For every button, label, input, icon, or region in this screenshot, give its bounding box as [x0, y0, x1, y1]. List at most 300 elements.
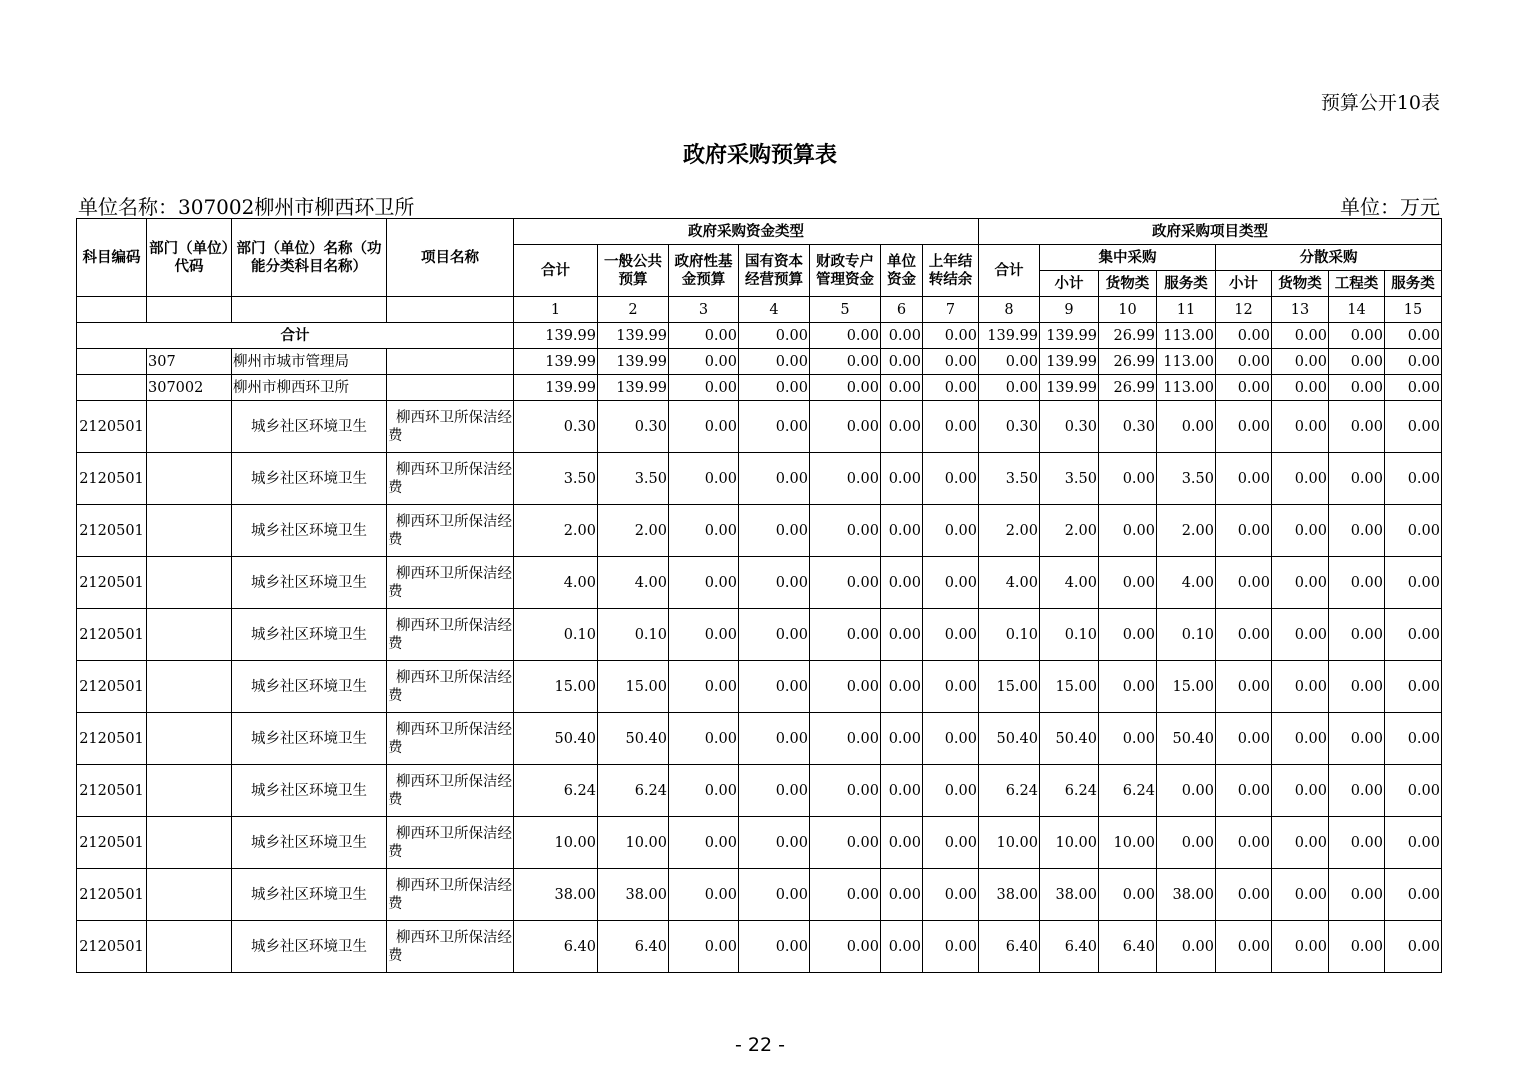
value-cell: 0.00	[1272, 323, 1329, 349]
value-cell: 0.00	[1272, 375, 1329, 401]
value-cell: 0.30	[1099, 401, 1157, 453]
function-name-cell: 城乡社区环境卫生	[232, 661, 387, 713]
project-name-cell: 柳西环卫所保洁经费	[387, 765, 514, 817]
project-name-cell	[387, 349, 514, 375]
value-cell: 0.00	[923, 713, 979, 765]
value-cell: 0.00	[810, 401, 881, 453]
dept-code-cell	[147, 869, 232, 921]
dept-name-cell: 柳州市柳西环卫所	[232, 375, 387, 401]
value-cell: 0.00	[669, 713, 739, 765]
value-cell: 0.00	[1272, 609, 1329, 661]
value-cell: 113.00	[1157, 375, 1216, 401]
value-cell: 6.40	[598, 921, 669, 973]
value-cell: 0.00	[1216, 817, 1272, 869]
value-cell: 38.00	[598, 869, 669, 921]
value-cell: 0.00	[739, 609, 810, 661]
value-cell: 26.99	[1099, 349, 1157, 375]
value-cell: 0.00	[1272, 817, 1329, 869]
value-cell: 139.99	[514, 349, 598, 375]
value-cell: 0.00	[923, 349, 979, 375]
value-cell: 0.00	[810, 765, 881, 817]
value-cell: 3.50	[979, 453, 1040, 505]
value-cell: 0.00	[1272, 401, 1329, 453]
value-cell: 0.00	[1216, 505, 1272, 557]
subject-code-cell: 2120501	[77, 505, 147, 557]
value-cell: 0.10	[514, 609, 598, 661]
value-cell: 0.00	[1216, 609, 1272, 661]
value-cell: 0.00	[1099, 557, 1157, 609]
subject-code-cell: 2120501	[77, 713, 147, 765]
value-cell: 139.99	[598, 349, 669, 375]
value-cell: 0.00	[1272, 661, 1329, 713]
value-cell: 6.40	[514, 921, 598, 973]
value-cell: 0.00	[1272, 557, 1329, 609]
project-name-cell	[387, 375, 514, 401]
table-row	[77, 453, 1442, 505]
value-cell: 0.30	[1040, 401, 1099, 453]
col-carryover: 上年结转结余	[923, 245, 979, 297]
value-cell: 6.24	[979, 765, 1040, 817]
subject-code-cell: 2120501	[77, 869, 147, 921]
value-cell: 0.00	[810, 323, 881, 349]
value-cell: 2.00	[598, 505, 669, 557]
col-subject-code: 科目编码	[77, 219, 147, 297]
value-cell: 0.00	[1385, 557, 1442, 609]
table-row	[77, 661, 1442, 713]
value-cell: 0.00	[1385, 505, 1442, 557]
col-gov-fund: 政府性基金预算	[669, 245, 739, 297]
value-cell: 0.00	[669, 323, 739, 349]
value-cell: 0.00	[923, 817, 979, 869]
value-cell: 0.00	[881, 375, 923, 401]
project-name-cell: 柳西环卫所保洁经费	[387, 401, 514, 453]
value-cell: 0.00	[1385, 401, 1442, 453]
value-cell: 0.00	[669, 609, 739, 661]
value-cell: 0.00	[1329, 557, 1385, 609]
value-cell: 0.00	[739, 401, 810, 453]
value-cell: 0.00	[1272, 765, 1329, 817]
value-cell: 0.00	[881, 557, 923, 609]
value-cell: 4.00	[598, 557, 669, 609]
value-cell: 0.00	[739, 349, 810, 375]
value-cell: 6.24	[514, 765, 598, 817]
value-cell: 0.00	[923, 921, 979, 973]
column-number: 11	[1157, 297, 1216, 323]
value-cell: 3.50	[514, 453, 598, 505]
column-number: 14	[1329, 297, 1385, 323]
value-cell: 0.00	[739, 713, 810, 765]
column-number: 10	[1099, 297, 1157, 323]
value-cell: 0.00	[810, 505, 881, 557]
value-cell: 0.00	[1385, 921, 1442, 973]
value-cell: 6.24	[1040, 765, 1099, 817]
function-name-cell: 城乡社区环境卫生	[232, 609, 387, 661]
value-cell: 0.00	[739, 765, 810, 817]
column-number: 6	[881, 297, 923, 323]
value-cell: 0.00	[1385, 375, 1442, 401]
value-cell: 0.00	[669, 869, 739, 921]
project-name-cell: 柳西环卫所保洁经费	[387, 869, 514, 921]
value-cell: 0.00	[810, 453, 881, 505]
dept-code-cell	[147, 713, 232, 765]
value-cell: 50.40	[1040, 713, 1099, 765]
value-cell: 6.40	[1040, 921, 1099, 973]
dept-code-cell	[147, 765, 232, 817]
value-cell: 0.30	[979, 401, 1040, 453]
col-unit-fund: 单位资金	[881, 245, 923, 297]
project-name-cell: 柳西环卫所保洁经费	[387, 609, 514, 661]
column-number: 2	[598, 297, 669, 323]
project-name-cell: 柳西环卫所保洁经费	[387, 661, 514, 713]
value-cell: 0.00	[1216, 375, 1272, 401]
value-cell: 139.99	[979, 323, 1040, 349]
value-cell: 2.00	[514, 505, 598, 557]
value-cell: 10.00	[598, 817, 669, 869]
value-cell: 0.00	[739, 869, 810, 921]
dept-code-cell	[147, 453, 232, 505]
value-cell: 0.00	[1272, 349, 1329, 375]
value-cell: 0.00	[739, 661, 810, 713]
value-cell: 0.00	[1099, 505, 1157, 557]
dept-code-cell: 307	[147, 349, 232, 375]
table-row	[77, 713, 1442, 765]
column-number: 15	[1385, 297, 1442, 323]
value-cell: 2.00	[1040, 505, 1099, 557]
value-cell: 0.00	[1272, 921, 1329, 973]
value-cell: 0.00	[810, 349, 881, 375]
col-total: 合计	[514, 245, 598, 297]
function-name-cell: 城乡社区环境卫生	[232, 505, 387, 557]
value-cell: 0.00	[1272, 453, 1329, 505]
value-cell: 0.00	[739, 505, 810, 557]
value-cell: 0.00	[810, 661, 881, 713]
column-number: 1	[514, 297, 598, 323]
value-cell: 0.00	[810, 375, 881, 401]
value-cell: 0.00	[669, 557, 739, 609]
subject-code-cell: 2120501	[77, 557, 147, 609]
column-number: 9	[1040, 297, 1099, 323]
value-cell: 26.99	[1099, 375, 1157, 401]
function-name-cell: 城乡社区环境卫生	[232, 401, 387, 453]
value-cell: 0.00	[1272, 505, 1329, 557]
value-cell: 0.00	[1329, 375, 1385, 401]
value-cell: 0.00	[1216, 453, 1272, 505]
value-cell: 15.00	[514, 661, 598, 713]
value-cell: 0.00	[669, 817, 739, 869]
project-name-cell: 柳西环卫所保洁经费	[387, 921, 514, 973]
value-cell: 0.00	[1329, 921, 1385, 973]
column-number: 3	[669, 297, 739, 323]
value-cell: 0.00	[923, 505, 979, 557]
value-cell: 0.00	[1385, 869, 1442, 921]
value-cell: 0.00	[739, 375, 810, 401]
value-cell: 0.00	[739, 453, 810, 505]
function-name-cell: 城乡社区环境卫生	[232, 453, 387, 505]
value-cell: 0.00	[1385, 817, 1442, 869]
value-cell: 10.00	[514, 817, 598, 869]
function-name-cell: 城乡社区环境卫生	[232, 765, 387, 817]
value-cell: 0.00	[669, 765, 739, 817]
table-row	[77, 817, 1442, 869]
value-cell: 10.00	[1099, 817, 1157, 869]
value-cell: 139.99	[598, 323, 669, 349]
value-cell: 139.99	[514, 323, 598, 349]
value-cell: 0.00	[1216, 869, 1272, 921]
table-row	[77, 869, 1442, 921]
value-cell: 0.00	[923, 765, 979, 817]
col-proj-total: 合计	[979, 245, 1040, 297]
dept-code-cell	[147, 609, 232, 661]
value-cell: 10.00	[979, 817, 1040, 869]
col-group-project-type: 政府采购项目类型	[979, 219, 1442, 245]
col-dept-name: 部门（单位）名称（功能分类科目名称）	[232, 219, 387, 297]
dept-code-cell	[147, 401, 232, 453]
value-cell: 0.00	[1216, 401, 1272, 453]
value-cell: 0.00	[1385, 453, 1442, 505]
subject-code-cell: 2120501	[77, 661, 147, 713]
column-number: 5	[810, 297, 881, 323]
value-cell: 15.00	[979, 661, 1040, 713]
value-cell: 0.00	[881, 817, 923, 869]
function-name-cell: 城乡社区环境卫生	[232, 817, 387, 869]
value-cell: 3.50	[1040, 453, 1099, 505]
value-cell: 26.99	[1099, 323, 1157, 349]
value-cell: 0.00	[1329, 817, 1385, 869]
value-cell: 0.00	[881, 869, 923, 921]
procurement-budget-table	[76, 218, 1442, 973]
value-cell: 0.10	[1040, 609, 1099, 661]
value-cell: 15.00	[1157, 661, 1216, 713]
value-cell: 139.99	[514, 375, 598, 401]
value-cell: 0.00	[1216, 765, 1272, 817]
subject-code-cell: 2120501	[77, 609, 147, 661]
value-cell: 38.00	[979, 869, 1040, 921]
project-name-cell: 柳西环卫所保洁经费	[387, 713, 514, 765]
value-cell: 0.00	[669, 375, 739, 401]
value-cell: 0.00	[1385, 349, 1442, 375]
value-cell: 0.00	[669, 921, 739, 973]
value-cell: 0.00	[979, 349, 1040, 375]
dept-code-cell	[147, 557, 232, 609]
subject-code-cell: 2120501	[77, 453, 147, 505]
value-cell: 0.00	[1329, 505, 1385, 557]
total-label: 合计	[77, 323, 514, 349]
table-number: 预算公开10表	[1320, 92, 1440, 114]
value-cell: 0.00	[739, 921, 810, 973]
col-group-centralized: 集中采购	[1040, 245, 1216, 271]
function-name-cell: 城乡社区环境卫生	[232, 713, 387, 765]
value-cell: 0.00	[881, 453, 923, 505]
value-cell: 38.00	[1040, 869, 1099, 921]
col-d-subtotal: 小计	[1216, 271, 1272, 297]
value-cell: 0.10	[1157, 609, 1216, 661]
value-cell: 0.00	[1099, 661, 1157, 713]
value-cell: 0.00	[923, 401, 979, 453]
function-name-cell: 城乡社区环境卫生	[232, 557, 387, 609]
function-name-cell: 城乡社区环境卫生	[232, 921, 387, 973]
value-cell: 0.00	[1272, 869, 1329, 921]
value-cell: 38.00	[1157, 869, 1216, 921]
currency-unit: 单位：万元	[1340, 195, 1440, 219]
value-cell: 0.00	[1099, 453, 1157, 505]
value-cell: 0.00	[1157, 401, 1216, 453]
value-cell: 0.00	[669, 349, 739, 375]
col-c-goods: 货物类	[1099, 271, 1157, 297]
value-cell: 50.40	[514, 713, 598, 765]
value-cell: 0.00	[1099, 713, 1157, 765]
value-cell: 0.00	[739, 557, 810, 609]
value-cell: 0.00	[1329, 401, 1385, 453]
dept-code-cell	[147, 921, 232, 973]
col-group-decentralized: 分散采购	[1216, 245, 1442, 271]
value-cell: 6.40	[979, 921, 1040, 973]
value-cell: 0.00	[923, 323, 979, 349]
value-cell: 0.00	[1385, 609, 1442, 661]
value-cell: 50.40	[598, 713, 669, 765]
value-cell: 0.00	[1216, 349, 1272, 375]
page-title: 政府采购预算表	[682, 143, 837, 168]
value-cell: 38.00	[514, 869, 598, 921]
value-cell: 139.99	[1040, 323, 1099, 349]
column-number: 4	[739, 297, 810, 323]
value-cell: 0.00	[1216, 557, 1272, 609]
value-cell: 113.00	[1157, 323, 1216, 349]
page-number: - 22 -	[735, 1034, 785, 1056]
value-cell: 15.00	[598, 661, 669, 713]
col-dept-code: 部门（单位）代码	[147, 219, 232, 297]
dept-code-cell	[147, 817, 232, 869]
value-cell: 0.00	[1329, 661, 1385, 713]
value-cell: 0.10	[979, 609, 1040, 661]
col-general-budget: 一般公共预算	[598, 245, 669, 297]
col-c-subtotal: 小计	[1040, 271, 1099, 297]
value-cell: 3.50	[598, 453, 669, 505]
value-cell: 4.00	[979, 557, 1040, 609]
table-row	[77, 505, 1442, 557]
column-number: 8	[979, 297, 1040, 323]
value-cell: 0.00	[739, 323, 810, 349]
value-cell: 3.50	[1157, 453, 1216, 505]
dept-name-cell: 柳州市城市管理局	[232, 349, 387, 375]
value-cell: 0.00	[810, 921, 881, 973]
value-cell: 0.00	[881, 401, 923, 453]
value-cell: 0.00	[1385, 323, 1442, 349]
value-cell: 0.00	[923, 869, 979, 921]
value-cell: 0.00	[1329, 349, 1385, 375]
col-d-goods: 货物类	[1272, 271, 1329, 297]
subject-code-cell: 2120501	[77, 921, 147, 973]
value-cell: 0.00	[1329, 869, 1385, 921]
table-row	[77, 765, 1442, 817]
col-project-name: 项目名称	[387, 219, 514, 297]
value-cell: 0.00	[1216, 661, 1272, 713]
table-row	[77, 557, 1442, 609]
value-cell: 0.00	[669, 661, 739, 713]
value-cell: 0.00	[1329, 453, 1385, 505]
table-row	[77, 349, 1442, 375]
col-d-service: 服务类	[1385, 271, 1442, 297]
value-cell: 0.00	[1329, 323, 1385, 349]
value-cell: 0.00	[881, 661, 923, 713]
subject-code-cell: 2120501	[77, 401, 147, 453]
value-cell: 15.00	[1040, 661, 1099, 713]
value-cell: 0.00	[881, 505, 923, 557]
value-cell: 0.00	[923, 453, 979, 505]
dept-code-cell	[147, 505, 232, 557]
value-cell: 0.00	[1099, 609, 1157, 661]
value-cell: 50.40	[1157, 713, 1216, 765]
dept-code-cell	[147, 661, 232, 713]
table-row	[77, 375, 1442, 401]
value-cell: 0.00	[1385, 765, 1442, 817]
column-number-row	[77, 297, 1442, 323]
value-cell: 4.00	[1157, 557, 1216, 609]
value-cell: 0.00	[1216, 921, 1272, 973]
value-cell: 0.00	[923, 609, 979, 661]
value-cell: 0.00	[1385, 713, 1442, 765]
subject-code-cell	[77, 349, 147, 375]
col-fiscal-special: 财政专户管理资金	[810, 245, 881, 297]
project-name-cell: 柳西环卫所保洁经费	[387, 557, 514, 609]
col-state-capital: 国有资本经营预算	[739, 245, 810, 297]
value-cell: 0.00	[923, 661, 979, 713]
value-cell: 4.00	[514, 557, 598, 609]
value-cell: 0.00	[1272, 713, 1329, 765]
col-c-service: 服务类	[1157, 271, 1216, 297]
table-row	[77, 401, 1442, 453]
value-cell: 4.00	[1040, 557, 1099, 609]
value-cell: 0.10	[598, 609, 669, 661]
table-row-total	[77, 323, 1442, 349]
project-name-cell: 柳西环卫所保洁经费	[387, 505, 514, 557]
value-cell: 0.00	[881, 765, 923, 817]
value-cell: 0.00	[1157, 921, 1216, 973]
value-cell: 0.00	[810, 557, 881, 609]
value-cell: 0.00	[669, 505, 739, 557]
value-cell: 0.00	[881, 921, 923, 973]
value-cell: 0.00	[923, 375, 979, 401]
value-cell: 139.99	[1040, 349, 1099, 375]
value-cell: 113.00	[1157, 349, 1216, 375]
value-cell: 6.24	[598, 765, 669, 817]
value-cell: 0.00	[810, 713, 881, 765]
value-cell: 0.00	[1329, 609, 1385, 661]
value-cell: 139.99	[1040, 375, 1099, 401]
value-cell: 0.00	[923, 557, 979, 609]
column-number: 12	[1216, 297, 1272, 323]
col-d-engineering: 工程类	[1329, 271, 1385, 297]
project-name-cell: 柳西环卫所保洁经费	[387, 453, 514, 505]
value-cell: 0.00	[1329, 713, 1385, 765]
value-cell: 0.00	[881, 349, 923, 375]
value-cell: 0.00	[810, 609, 881, 661]
value-cell: 10.00	[1040, 817, 1099, 869]
column-number: 13	[1272, 297, 1329, 323]
subject-code-cell: 2120501	[77, 817, 147, 869]
value-cell: 0.00	[1216, 713, 1272, 765]
subject-code-cell: 2120501	[77, 765, 147, 817]
project-name-cell: 柳西环卫所保洁经费	[387, 817, 514, 869]
value-cell: 6.24	[1099, 765, 1157, 817]
value-cell: 0.00	[1157, 817, 1216, 869]
value-cell: 0.00	[669, 401, 739, 453]
value-cell: 0.00	[1329, 765, 1385, 817]
table-row	[77, 609, 1442, 661]
subject-code-cell	[77, 375, 147, 401]
col-group-fund-type: 政府采购资金类型	[514, 219, 979, 245]
value-cell: 0.30	[598, 401, 669, 453]
value-cell: 139.99	[598, 375, 669, 401]
